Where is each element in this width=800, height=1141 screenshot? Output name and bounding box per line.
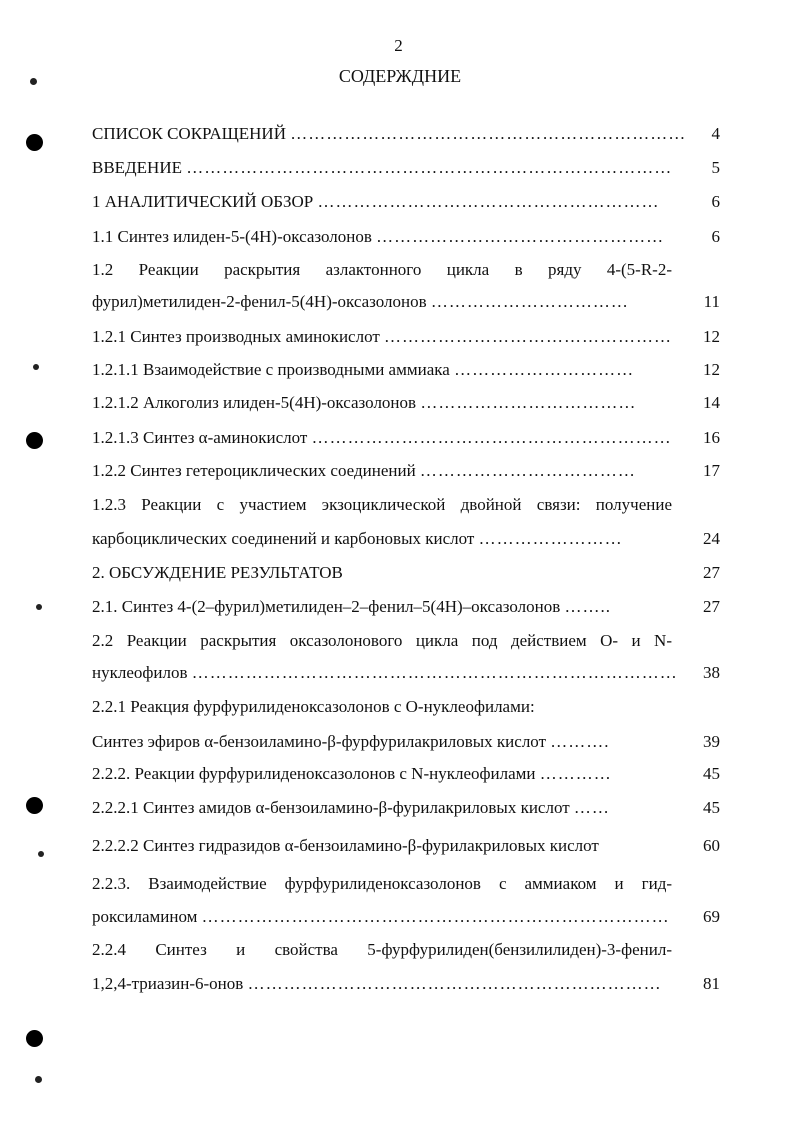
toc-entry	[92, 974, 662, 994]
leader-dots: ………………………………………………………………………	[191, 663, 678, 682]
leader-dots: ……..	[564, 597, 612, 616]
leader-dots: ……………………	[478, 529, 623, 548]
toc-entry-label: 1 АНАЛИТИЧЕСКИЙ ОБЗОР	[92, 192, 314, 211]
toc-entry-page: 38	[703, 663, 720, 682]
toc-entry-page: 14	[703, 393, 720, 412]
toc-entry-label: нуклеофилов	[92, 663, 188, 682]
toc-entry-label: 2.2.2.1 Синтез амидов α-бензоиламино-β-фурилакриловых кислот	[92, 798, 570, 817]
toc-entry	[92, 428, 672, 448]
toc-entry	[92, 529, 624, 549]
leader-dots: ………………………………………………………………………	[186, 158, 673, 177]
leader-dots: …………………………………………	[376, 227, 665, 246]
leader-dots: ………………………………	[420, 393, 637, 412]
leader-dots: …………………………	[454, 360, 635, 379]
toc-entry-page: 24	[703, 529, 720, 548]
toc-entry-label: 2.2.2. Реакции фурфурилиденоксазолонов с N-нуклеофилами	[92, 764, 536, 783]
leader-dots: ……………………………………………………	[311, 428, 672, 447]
toc-entry-page: 6	[711, 227, 720, 246]
toc-entry-line1: 1.2.3 Реакции с участием экзоциклической двойной связи: получение	[92, 495, 672, 514]
leader-dots: ……………………………………………………………………	[201, 907, 670, 926]
toc-entry-label: 1.2.1.1 Взаимодействие с производными аммиака	[92, 360, 450, 379]
toc-entry-label: 1.2.1 Синтез производных аминокислот	[92, 327, 380, 346]
toc-entry-label: 2. ОБСУЖДЕНИЕ РЕЗУЛЬТАТОВ	[92, 563, 343, 582]
toc-entry-label: ВВЕДЕНИЕ	[92, 158, 182, 177]
toc-entry	[92, 327, 673, 347]
toc-entry-page: 39	[703, 732, 720, 751]
leader-dots: ……………………………………………………………	[247, 974, 662, 993]
toc-entry-line1: 1.2 Реакции раскрытия азлактонного цикла в ряду 4-(5-R-2-	[92, 260, 672, 279]
toc-entry-page: 27	[703, 563, 720, 582]
toc-entry-label: 1.2.1.2 Алкоголиз илиден-5(4Н)-оксазолонов	[92, 393, 417, 412]
toc-entry-label: роксиламином	[92, 907, 198, 926]
toc-entry-page: 17	[703, 461, 720, 480]
toc-entry	[92, 764, 612, 784]
toc-entry-page: 60	[703, 836, 720, 855]
toc-entry-page: 12	[703, 327, 720, 346]
toc-entry	[92, 227, 665, 247]
leader-dots: …………………………………………………………	[290, 124, 687, 143]
toc-entry-page: 69	[703, 907, 720, 926]
toc-entry-page: 16	[703, 428, 720, 447]
toc-entry-label: 1,2,4-триазин-6-онов	[92, 974, 244, 993]
toc-entry	[92, 461, 636, 481]
toc-entry-line1: 2.2.4 Синтез и свойства 5-фурфурилиден(бензилилиден)-3-фенил-	[92, 940, 672, 959]
toc-entry-label: 2.1. Синтез 4-(2–фурил)метилиден–2–фенил–5(4Н)–оксазолонов	[92, 597, 561, 616]
toc-entry	[92, 393, 637, 413]
toc-entry-label: фурил)метилиден-2-фенил-5(4Н)-оксазолонов	[92, 292, 427, 311]
toc-entry	[92, 124, 687, 144]
toc-entry-label: 1.2.2 Синтез гетероциклических соединений	[92, 461, 416, 480]
leader-dots: ……	[573, 798, 610, 817]
page-number: 2	[394, 36, 403, 55]
toc-entry	[92, 158, 673, 178]
toc-entry	[92, 907, 670, 927]
toc-entry-page: 27	[703, 597, 720, 616]
toc-entry-page: 45	[703, 798, 720, 817]
toc-entry-label: Синтез эфиров α-бензоиламино-β-фурфурилакриловых кислот	[92, 732, 547, 751]
leader-dots: …………………………………………………	[317, 192, 660, 211]
toc-entry-page: 12	[703, 360, 720, 379]
toc-entry	[92, 663, 678, 683]
toc-entry-page: 11	[703, 292, 720, 311]
toc-entry-label: 1.2.1.3 Синтез α-аминокислот	[92, 428, 308, 447]
toc-entry-page: 6	[711, 192, 720, 211]
leader-dots: …………………………………………	[384, 327, 673, 346]
toc-entry-line1: 2.2 Реакции раскрытия оксазолонового цикла под действием O- и N-	[92, 631, 672, 650]
toc-entry-page: 4	[711, 124, 720, 143]
toc-entry-label: СПИСОК СОКРАЩЕНИЙ	[92, 124, 286, 143]
toc-entry	[92, 360, 635, 380]
toc-entry-label: 2.2.2.2 Синтез гидразидов α-бензоиламино-β-фурилакриловых кислот	[92, 836, 599, 855]
toc-entry	[92, 798, 612, 818]
toc-entry-label: 1.1 Синтез илиден-5-(4Н)-оксазолонов	[92, 227, 372, 246]
leader-dots: ……………………………	[430, 292, 629, 311]
toc-entry-line1: 2.2.3. Взаимодействие фурфурилиденоксазолонов с аммиаком и гид-	[92, 874, 672, 893]
toc-entry-label: карбоциклических соединений и карбоновых кислот	[92, 529, 475, 548]
toc-entry-line1: 2.2.1 Реакция фурфурилиденоксазолонов с O-нуклеофилами:	[92, 697, 535, 716]
leader-dots: …………	[539, 764, 612, 783]
page-title: СОДЕРЖДНИЕ	[338, 66, 462, 86]
toc-entry	[92, 292, 629, 312]
leader-dots: ………………………………	[419, 461, 636, 480]
toc-entry	[92, 192, 660, 212]
toc-entry-page: 5	[711, 158, 720, 177]
toc-entry-page: 81	[703, 974, 720, 993]
toc-entry-page: 45	[703, 764, 720, 783]
toc-entry	[92, 732, 612, 752]
leader-dots: ……….	[550, 732, 610, 751]
toc-entry	[92, 597, 613, 617]
